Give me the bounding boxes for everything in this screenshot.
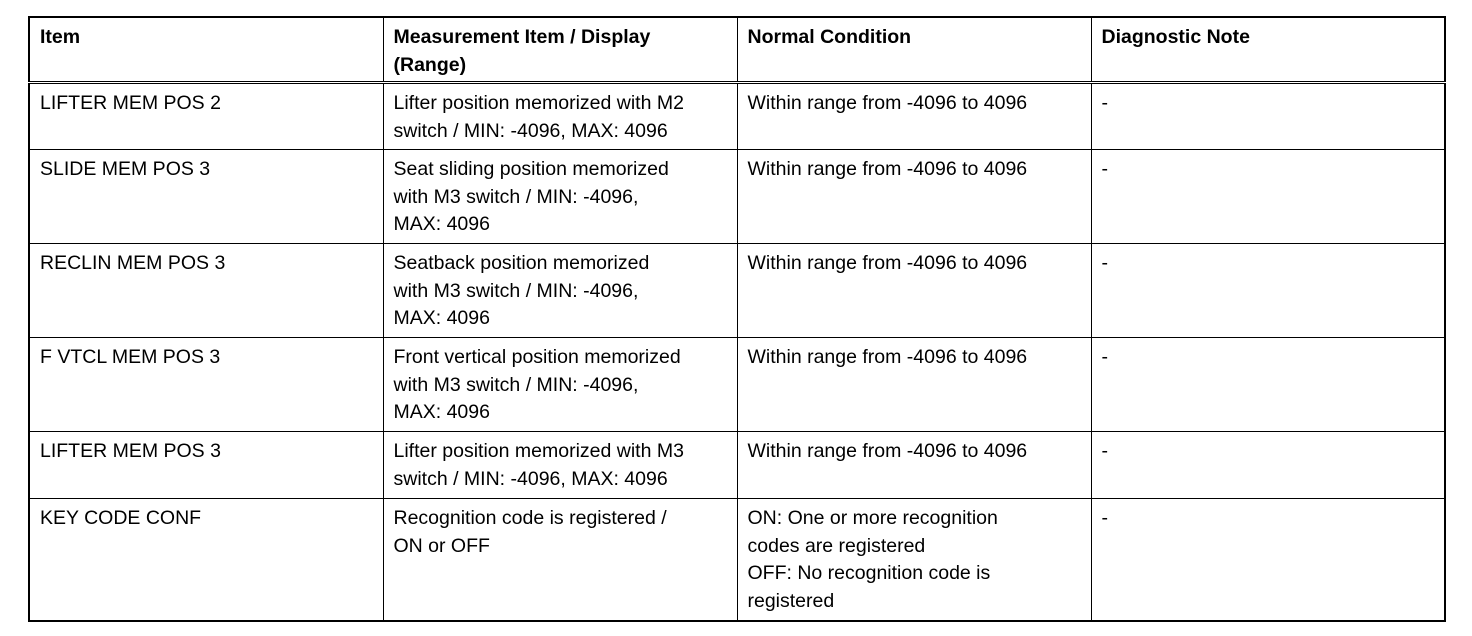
cell-normal-condition	[737, 244, 1091, 338]
table-body	[29, 83, 1445, 621]
table-row	[29, 432, 1445, 499]
table-row	[29, 150, 1445, 244]
cell-diagnostic-note: -	[1091, 83, 1445, 150]
cell-normal-condition	[737, 499, 1091, 621]
cell-text-line: with M3 switch / MIN: -4096,	[393, 279, 639, 302]
header-item: Item	[29, 17, 383, 83]
cell-diagnostic-note: -	[1091, 150, 1445, 244]
data-list-table	[28, 16, 1446, 622]
cell-text-line: switch / MIN: -4096, MAX: 4096	[393, 119, 668, 142]
cell-text-line: MAX: 4096	[393, 401, 490, 423]
cell-normal-condition	[737, 150, 1091, 244]
cell-normal-condition	[737, 432, 1091, 499]
cell-item: KEY CODE CONF	[29, 499, 383, 621]
header-measurement	[383, 17, 737, 83]
cell-text-line: with M3 switch / MIN: -4096,	[393, 373, 639, 396]
cell-text-line: Within range from -4096 to 4096	[747, 346, 1028, 368]
cell-text-line: Seat sliding position memorized	[393, 158, 669, 180]
cell-item: LIFTER MEM POS 3	[29, 432, 383, 499]
cell-text-line: switch / MIN: -4096, MAX: 4096	[393, 467, 668, 490]
cell-measurement	[383, 499, 737, 621]
table-row	[29, 83, 1445, 150]
cell-measurement	[383, 83, 737, 150]
cell-text-line: Seatback position memorized	[393, 252, 650, 274]
cell-measurement	[383, 432, 737, 499]
table-header	[29, 17, 1445, 83]
cell-text-line: MAX: 4096	[393, 213, 490, 235]
cell-text-line: Recognition code is registered /	[393, 507, 667, 529]
cell-normal-condition	[737, 338, 1091, 432]
cell-text-line: Within range from -4096 to 4096	[747, 158, 1028, 180]
cell-text-line: codes are registered	[747, 534, 926, 557]
cell-item: LIFTER MEM POS 2	[29, 83, 383, 150]
header-normal-condition: Normal Condition	[737, 17, 1091, 83]
cell-text-line: ON: One or more recognition	[747, 507, 998, 529]
table-row	[29, 244, 1445, 338]
cell-normal-condition	[737, 83, 1091, 150]
cell-text-line: OFF: No recognition code is	[747, 562, 991, 584]
cell-text-line: Within range from -4096 to 4096	[747, 252, 1028, 274]
cell-diagnostic-note: -	[1091, 338, 1445, 432]
cell-text-line: Lifter position memorized with M2	[393, 92, 684, 114]
cell-text-line: Lifter position memorized with M3	[393, 440, 684, 462]
cell-text-line: with M3 switch / MIN: -4096,	[393, 185, 639, 208]
cell-item: F VTCL MEM POS 3	[29, 338, 383, 432]
table-row	[29, 499, 1445, 621]
cell-text-line: MAX: 4096	[393, 307, 490, 329]
cell-measurement	[383, 338, 737, 432]
cell-diagnostic-note: -	[1091, 432, 1445, 499]
cell-diagnostic-note: -	[1091, 499, 1445, 621]
header-measurement-line2: (Range)	[393, 53, 467, 76]
header-row	[29, 17, 1445, 83]
cell-text-line: registered	[747, 589, 835, 612]
cell-measurement	[383, 244, 737, 338]
header-measurement-line1: Measurement Item / Display	[393, 26, 651, 48]
cell-text-line: Within range from -4096 to 4096	[747, 92, 1028, 114]
cell-diagnostic-note: -	[1091, 244, 1445, 338]
cell-item: RECLIN MEM POS 3	[29, 244, 383, 338]
table-row	[29, 338, 1445, 432]
cell-measurement	[383, 150, 737, 244]
cell-text-line: ON or OFF	[393, 534, 490, 557]
cell-text-line: Within range from -4096 to 4096	[747, 440, 1028, 462]
header-diagnostic-note: Diagnostic Note	[1091, 17, 1445, 83]
cell-text-line: Front vertical position memorized	[393, 346, 681, 368]
cell-item: SLIDE MEM POS 3	[29, 150, 383, 244]
